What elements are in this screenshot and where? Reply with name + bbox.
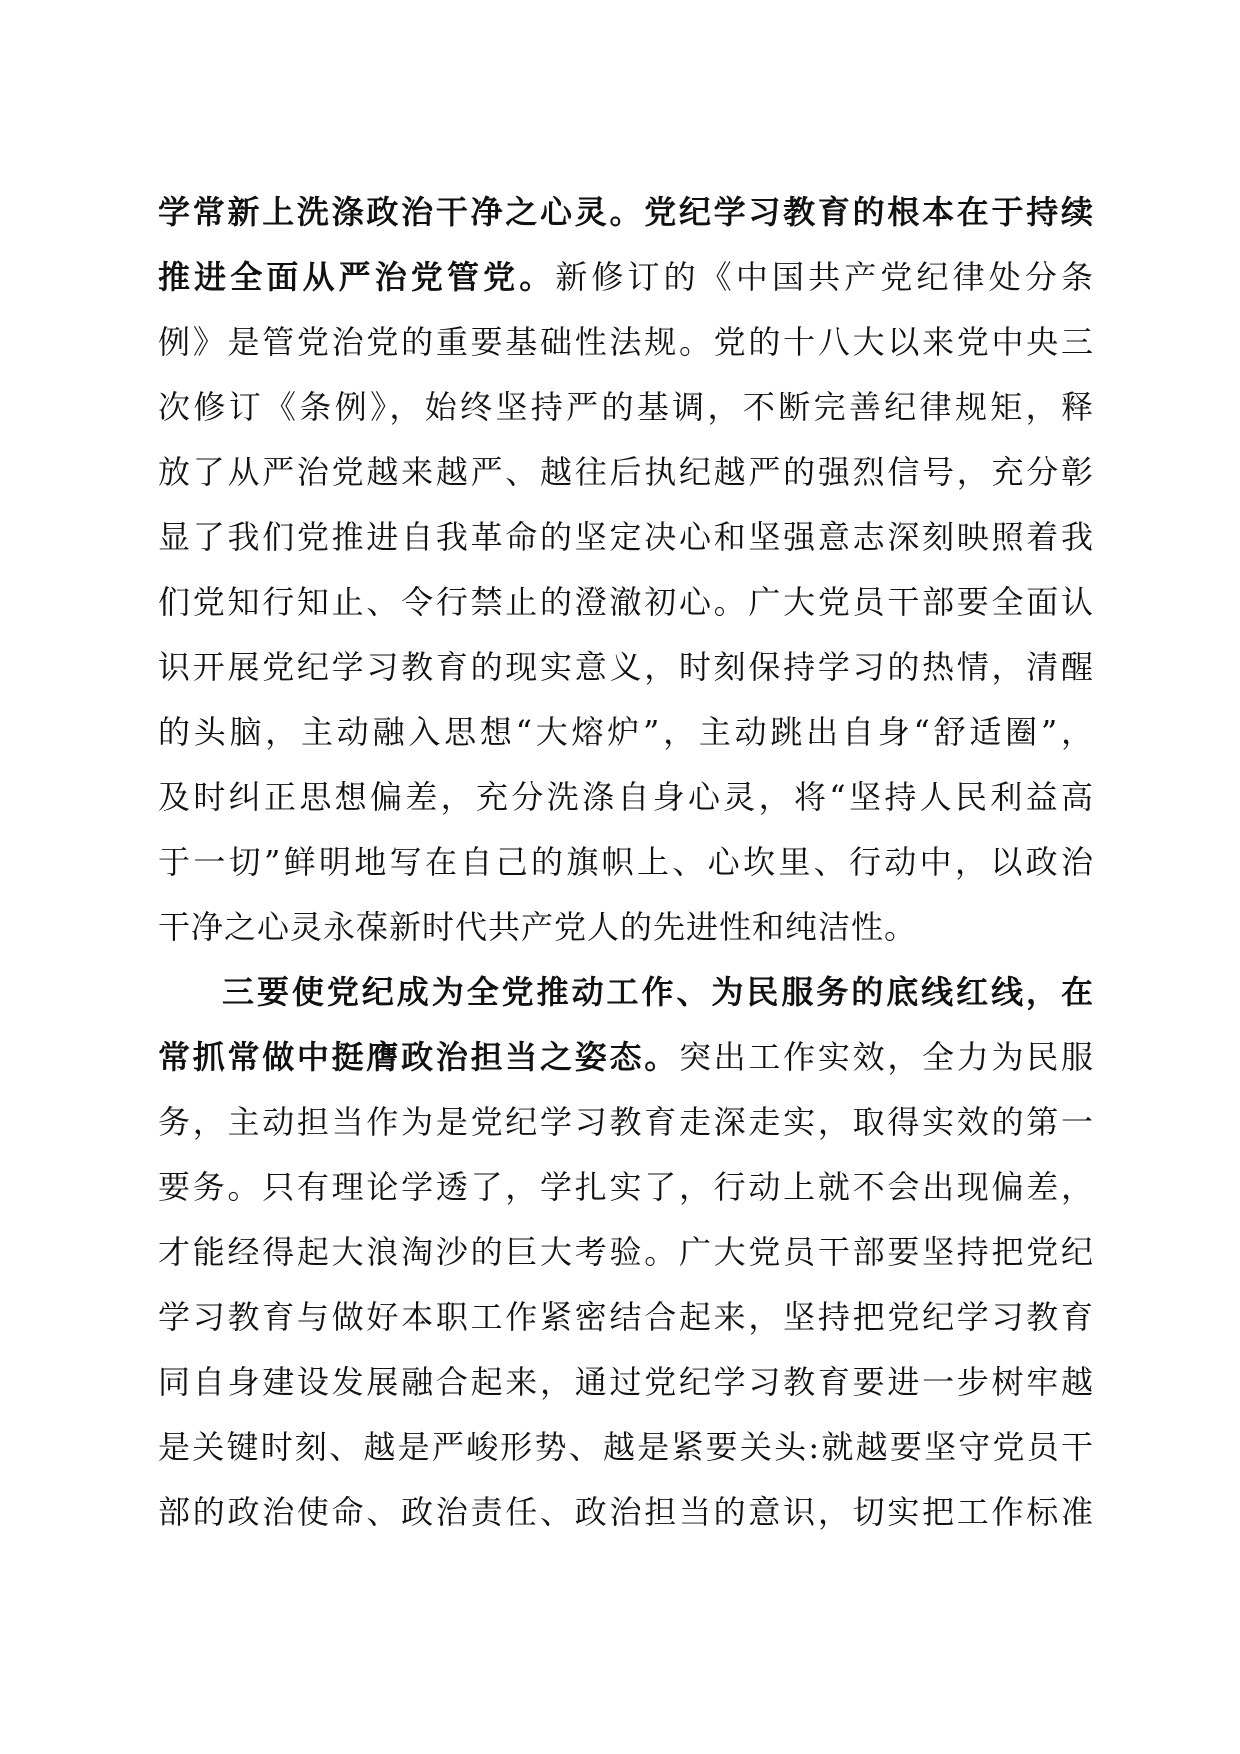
text-line bbox=[158, 1025, 1094, 1090]
body-text: 突出工作实效，全力为民服 bbox=[678, 1038, 1094, 1076]
text-line bbox=[158, 635, 1094, 700]
text-line bbox=[158, 505, 1094, 570]
text-line bbox=[158, 1090, 1094, 1155]
text-line bbox=[158, 570, 1094, 635]
text-line bbox=[158, 960, 1094, 1025]
text-line bbox=[158, 310, 1094, 375]
bold-text: 三要使党纪成为全党推动工作、为民服务的底线红线，在 bbox=[222, 973, 1094, 1011]
body-text: 是关键时刻、越是严峻形势、越是紧要关头:就越要坚守党员干 bbox=[158, 1428, 1094, 1466]
body-text: 新修订的《中国共产党纪律处分条 bbox=[555, 258, 1094, 296]
text-line bbox=[158, 1285, 1094, 1350]
bold-text: 常抓常做中挺膺政治担当之姿态。 bbox=[158, 1038, 679, 1076]
body-text: 部的政治使命、政治责任、政治担当的意识，切实把工作标准 bbox=[158, 1493, 1094, 1531]
text-line bbox=[158, 440, 1094, 505]
body-text: 于一切”鲜明地写在自己的旗帜上、心坎里、行动中，以政治 bbox=[158, 843, 1094, 881]
bold-text: 推进全面从严治党管党。 bbox=[158, 258, 556, 296]
body-text: 要务。只有理论学透了，学扎实了，行动上就不会出现偏差， bbox=[158, 1168, 1094, 1206]
text-line bbox=[158, 700, 1094, 765]
text-line bbox=[158, 1220, 1094, 1285]
body-text: 的头脑，主动融入思想“大熔炉”，主动跳出自身“舒适圈”， bbox=[158, 713, 1094, 751]
body-text: 干净之心灵永葆新时代共产党人的先进性和纯洁性。 bbox=[158, 908, 918, 946]
body-text: 次修订《条例》，始终坚持严的基调，不断完善纪律规矩，释 bbox=[158, 388, 1094, 426]
bold-text: 学常新上洗涤政治干净之心灵。党纪学习教育的根本在于持续 bbox=[158, 193, 1094, 231]
body-text: 例》是管党治党的重要基础性法规。党的十八大以来党中央三 bbox=[158, 323, 1094, 361]
body-text: 才能经得起大浪淘沙的巨大考验。广大党员干部要坚持把党纪 bbox=[158, 1233, 1094, 1271]
text-line bbox=[158, 765, 1094, 830]
body-text: 放了从严治党越来越严、越往后执纪越严的强烈信号，充分彰 bbox=[158, 453, 1094, 491]
text-line bbox=[158, 1415, 1094, 1480]
body-text: 务，主动担当作为是党纪学习教育走深走实，取得实效的第一 bbox=[158, 1103, 1094, 1141]
paragraph-1 bbox=[158, 180, 1094, 960]
text-line bbox=[158, 1350, 1094, 1415]
body-text: 学习教育与做好本职工作紧密结合起来，坚持把党纪学习教育 bbox=[158, 1298, 1094, 1336]
body-text: 及时纠正思想偏差，充分洗涤自身心灵，将“坚持人民利益高 bbox=[158, 778, 1094, 816]
paragraph-2 bbox=[158, 960, 1094, 1545]
body-text: 显了我们党推进自我革命的坚定决心和坚强意志深刻映照着我 bbox=[158, 518, 1094, 556]
body-text: 识开展党纪学习教育的现实意义，时刻保持学习的热情，清醒 bbox=[158, 648, 1094, 686]
text-line bbox=[158, 375, 1094, 440]
text-line bbox=[158, 180, 1094, 245]
document-body bbox=[158, 180, 1094, 1545]
text-line bbox=[158, 1480, 1094, 1545]
text-line bbox=[158, 245, 1094, 310]
body-text: 同自身建设发展融合起来，通过党纪学习教育要进一步树牢越 bbox=[158, 1363, 1094, 1401]
text-line bbox=[158, 1155, 1094, 1220]
text-line bbox=[158, 895, 1094, 960]
text-line bbox=[158, 830, 1094, 895]
body-text: 们党知行知止、令行禁止的澄澈初心。广大党员干部要全面认 bbox=[158, 583, 1094, 621]
